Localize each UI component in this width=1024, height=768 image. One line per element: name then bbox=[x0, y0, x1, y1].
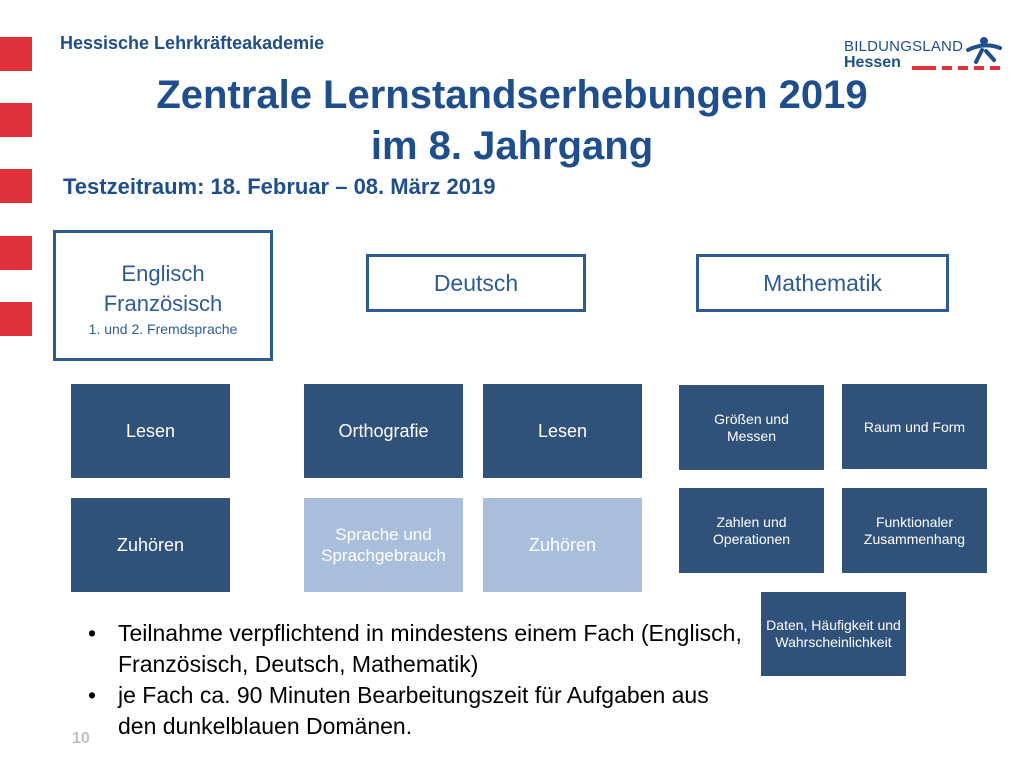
subject-box-languages bbox=[53, 230, 273, 361]
bullet-text: Teilnahme verpflichtend in mindestens einem Fach (Englisch, Französisch, Deutsch, Mathematik) bbox=[118, 620, 742, 677]
domain-box-zahlen-und-operationen: Zahlen und Operationen bbox=[679, 488, 824, 573]
test-period-subtitle: Testzeitraum: 18. Februar – 08. März 2019 bbox=[63, 174, 496, 199]
domain-box-groessen-und-messen: Größen und Messen bbox=[679, 385, 824, 470]
bullet-item bbox=[88, 618, 748, 680]
page-title-line2: im 8. Jahrgang bbox=[370, 124, 654, 168]
red-accent-bar bbox=[0, 302, 32, 336]
logo-top-text: BILDUNGSLAND bbox=[844, 38, 964, 55]
red-accent-bar bbox=[0, 236, 32, 270]
subject-box-deutsch: Deutsch bbox=[366, 254, 586, 312]
red-accent-bar bbox=[0, 169, 32, 203]
red-accent-bar bbox=[0, 103, 32, 137]
red-accent-bar bbox=[0, 37, 32, 71]
subject-label-franzoesisch: Französisch bbox=[103, 291, 223, 316]
subject-label-englisch: Englisch bbox=[121, 261, 205, 286]
domain-box-sprache-und-sprachgebrauch: Sprache und Sprachgebrauch bbox=[304, 498, 463, 592]
info-bullet-list bbox=[88, 618, 748, 742]
domain-box-orthografie: Orthografie bbox=[304, 384, 463, 478]
domain-box-zuhoeren: Zuhören bbox=[71, 498, 230, 592]
subject-box-mathematik: Mathematik bbox=[696, 254, 949, 312]
red-dashes-icon bbox=[912, 64, 1004, 72]
logo-bottom-text: Hessen bbox=[844, 54, 901, 71]
academy-name: Hessische Lehrkräfteakademie bbox=[60, 33, 325, 53]
domain-box-lesen: Lesen bbox=[71, 384, 230, 478]
domain-box-zuhoeren: Zuhören bbox=[483, 498, 642, 592]
bullet-dot: • bbox=[88, 620, 97, 646]
domain-box-raum-und-form: Raum und Form bbox=[842, 384, 987, 469]
bullet-item bbox=[88, 680, 748, 742]
page-number: 10 bbox=[72, 730, 90, 747]
page-title: Zentrale Lernstandserhebungen 2019 bbox=[156, 73, 868, 117]
bullet-text: je Fach ca. 90 Minuten Bearbeitungszeit für Aufgaben aus den dunkelblauen Domänen. bbox=[118, 682, 709, 739]
bullet-dot: • bbox=[88, 682, 97, 708]
domain-box-lesen: Lesen bbox=[483, 384, 642, 478]
domain-box-daten-haeufigkeit-wahrscheinlichkeit: Daten, Häufigkeit und Wahrscheinlichkeit bbox=[761, 592, 906, 676]
domain-box-funktionaler-zusammenhang: Funktionaler Zusammenhang bbox=[842, 488, 987, 573]
bildungsland-hessen-logo bbox=[840, 36, 1004, 76]
subject-note: 1. und 2. Fremdsprache bbox=[88, 321, 238, 337]
